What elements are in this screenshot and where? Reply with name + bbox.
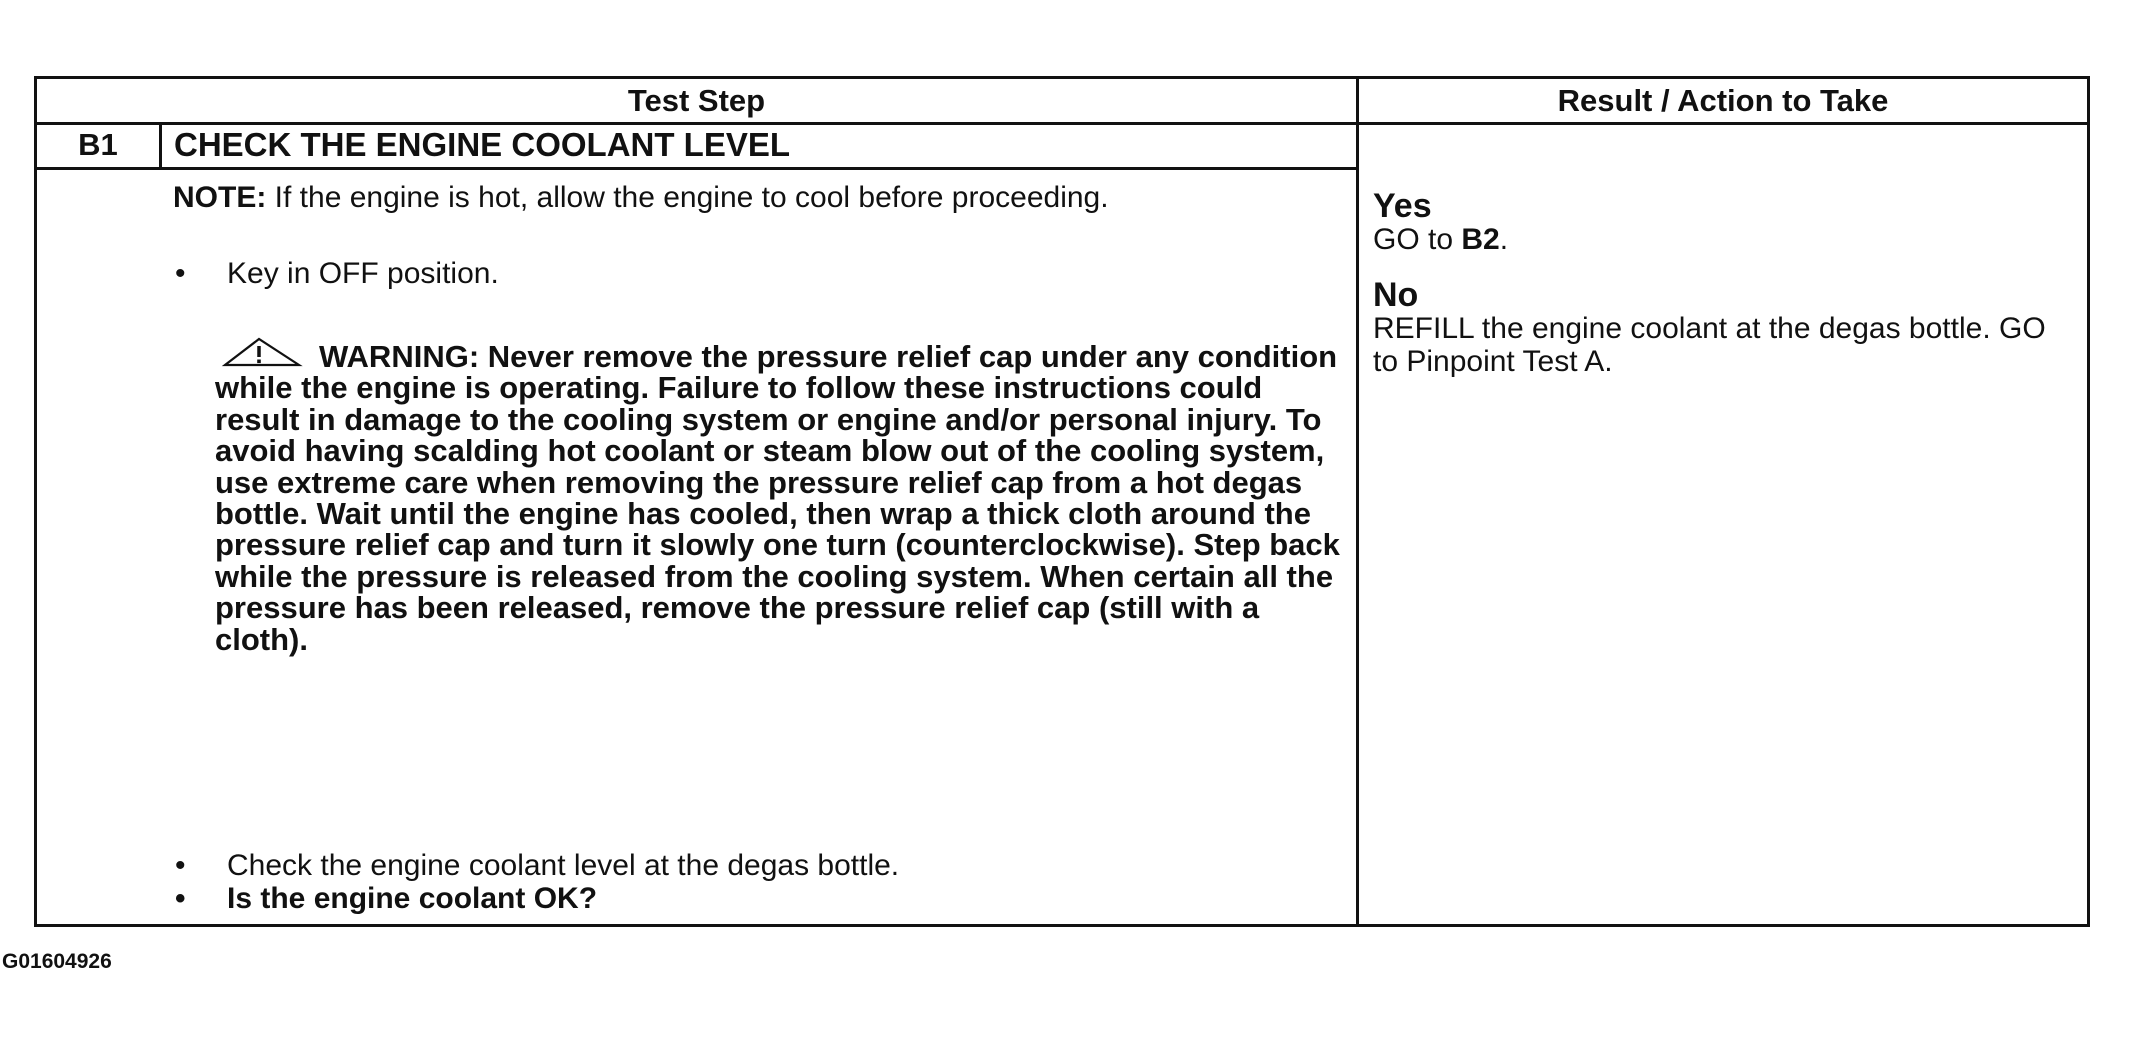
result-yes-label: Yes (1373, 187, 1432, 225)
step-id: B1 (78, 127, 118, 162)
bullet-item-question (175, 882, 1325, 918)
column-divider (1356, 79, 1359, 924)
step-title-divider (37, 167, 1359, 170)
note-label: NOTE: (173, 181, 267, 214)
warning-label: WARNING: (319, 339, 480, 374)
step-reference: B2 (1461, 223, 1500, 256)
warning-triangle-icon (215, 337, 305, 367)
result-no-label: No (1373, 276, 1419, 314)
step-id-divider (159, 122, 162, 170)
figure-id: G01604926 (2, 950, 112, 973)
bullet-dot-icon: • (175, 257, 186, 290)
bullet-dot-icon: • (175, 882, 186, 915)
header-result-action: Result / Action to Take (1557, 83, 1889, 118)
note-text: If the engine is hot, allow the engine to cool before proceeding. (266, 181, 1109, 214)
bullet-question: Is the engine coolant OK? (227, 882, 598, 915)
bullet-item (175, 849, 1325, 885)
diagnostic-table (34, 76, 2090, 927)
bullet-item (175, 257, 1325, 293)
warning-text: Never remove the pressure relief cap under any condition while the engine is operating. Failure to follow these instructions could result in damage to the cooling system or engine and/or personal injury. To avoid having scalding hot coolant or steam blow out of the cooling system, use extreme care when removing the pressure relief cap from a hot degas bottle. Wait until the engine has cooled, then wrap a thick cloth around the pressure relief cap and turn it slowly one turn (counterclockwise). Step back while the pressure is released from the cooling system. When certain all the pressure has been released, remove the pressure relief cap (still with a cloth). (215, 339, 1340, 657)
result-no-action: REFILL the engine coolant at the degas bottle. GO to Pinpoint Test A. (1373, 312, 2046, 378)
step-note (173, 181, 1173, 214)
bullet-dot-icon: • (175, 849, 186, 882)
bullet-text: Key in OFF position. (227, 257, 499, 290)
step-title: CHECK THE ENGINE COOLANT LEVEL (174, 126, 791, 163)
result-yes-action: GO to B2. (1373, 223, 1509, 256)
bullet-text: Check the engine coolant level at the degas bottle. (227, 849, 900, 882)
header-test-step: Test Step (627, 83, 766, 118)
warning-block (215, 337, 1345, 655)
